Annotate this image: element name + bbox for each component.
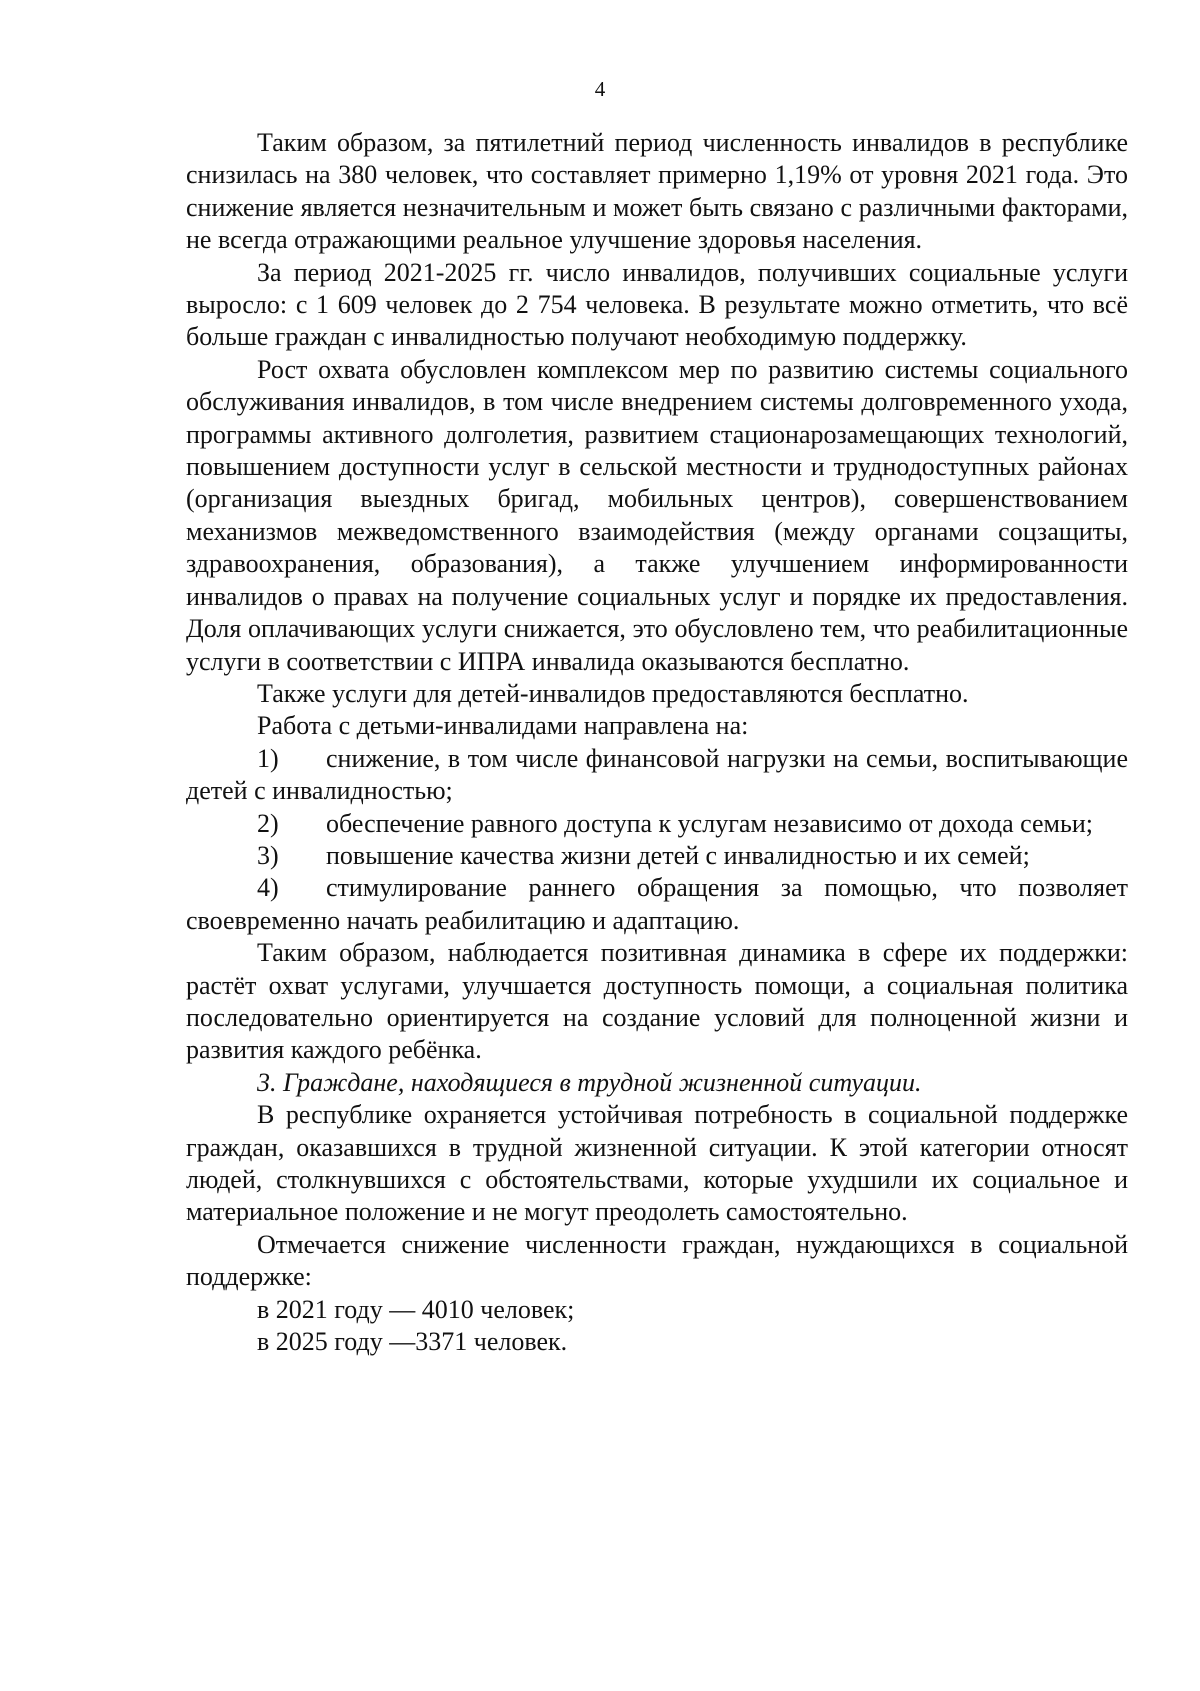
paragraph: Таким образом, наблюдается позитивная динамика в сфере их поддержки: растёт охват услугами, улучшается доступность помощи, а социальная политика последовательно ориентируется на создание условий для полноценной жизни и развития каждого ребёнка. bbox=[186, 938, 1128, 1065]
list-item-text: повышение качества жизни детей с инвалидностью и их семей; bbox=[326, 840, 1030, 870]
stats-line: в 2021 году — 4010 человек; bbox=[257, 1294, 575, 1324]
paragraph: Таким образом, за пятилетний период численность инвалидов в республике снизилась на 380 человек, что составляет примерно 1,19% от уровня 2021 года. Это снижение является незначительным и может быть связано с различными факторами, не всегда отражающими реальное улучшение здоровья населения. bbox=[186, 128, 1128, 255]
paragraph: Работа с детьми-инвалидами направлена на: bbox=[257, 711, 749, 741]
stats-line: в 2025 году —3371 человек. bbox=[257, 1327, 568, 1357]
list-item-text: обеспечение равного доступа к услугам независимо от дохода семьи; bbox=[326, 808, 1093, 838]
paragraph: За период 2021-2025 гг. число инвалидов, получивших социальные услуги выросло: с 1 609 человек до 2 754 человека. В результате можно отметить, что всё больше граждан с инвалидностью получают необходимую поддержку. bbox=[186, 257, 1128, 352]
list-item bbox=[186, 743, 1128, 808]
list-item-number: 2) bbox=[257, 808, 279, 838]
document-body bbox=[186, 127, 1128, 1358]
paragraph: Также услуги для детей-инвалидов предоставляются бесплатно. bbox=[257, 678, 969, 708]
list-item-number: 3) bbox=[257, 840, 279, 870]
list-item bbox=[186, 872, 1128, 937]
section-heading: 3. Граждане, находящиеся в трудной жизненной ситуации. bbox=[257, 1067, 922, 1097]
list-item-text: стимулирование раннего обращения за помощью, что позволяет своевременно начать реабилитацию и адаптацию. bbox=[186, 873, 1128, 935]
list-item bbox=[186, 808, 1128, 840]
paragraph: В республике охраняется устойчивая потребность в социальной поддержке граждан, оказавшихся в трудной жизненной ситуации. К этой категории относят людей, столкнувшихся с обстоятельствами, которые ухудшили их социальное и материальное положение и не могут преодолеть самостоятельно. bbox=[186, 1100, 1128, 1227]
list-item-text: снижение, в том числе финансовой нагрузки на семьи, воспитывающие детей с инвалидностью; bbox=[186, 743, 1128, 806]
list-item-number: 4) bbox=[257, 873, 279, 903]
list-item-number: 1) bbox=[257, 743, 279, 773]
paragraph: Рост охвата обусловлен комплексом мер по развитию системы социального обслуживания инвалидов, в том числе внедрением системы долговременного ухода, программы активного долголетия, развитием стационарозамещающих технологий, повышением доступности услуг в сельской местности и труднодоступных районах (организация выездных бригад, мобильных центров), совершенствованием механизмов межведомственного взаимодействия (между органами соцзащиты, здравоохранения, образования), а также улучшением информированности инвалидов о правах на получение социальных услуг и порядке их предоставления. Доля оплачивающих услуги снижается, это обусловлено тем, что реабилитационные услуги в соответствии с ИПРА инвалида оказываются бесплатно. bbox=[186, 354, 1128, 676]
page-number: 4 bbox=[594, 77, 606, 101]
paragraph: Отмечается снижение численности граждан, нуждающихся в социальной поддержке: bbox=[186, 1229, 1128, 1292]
list-item bbox=[186, 840, 1128, 872]
